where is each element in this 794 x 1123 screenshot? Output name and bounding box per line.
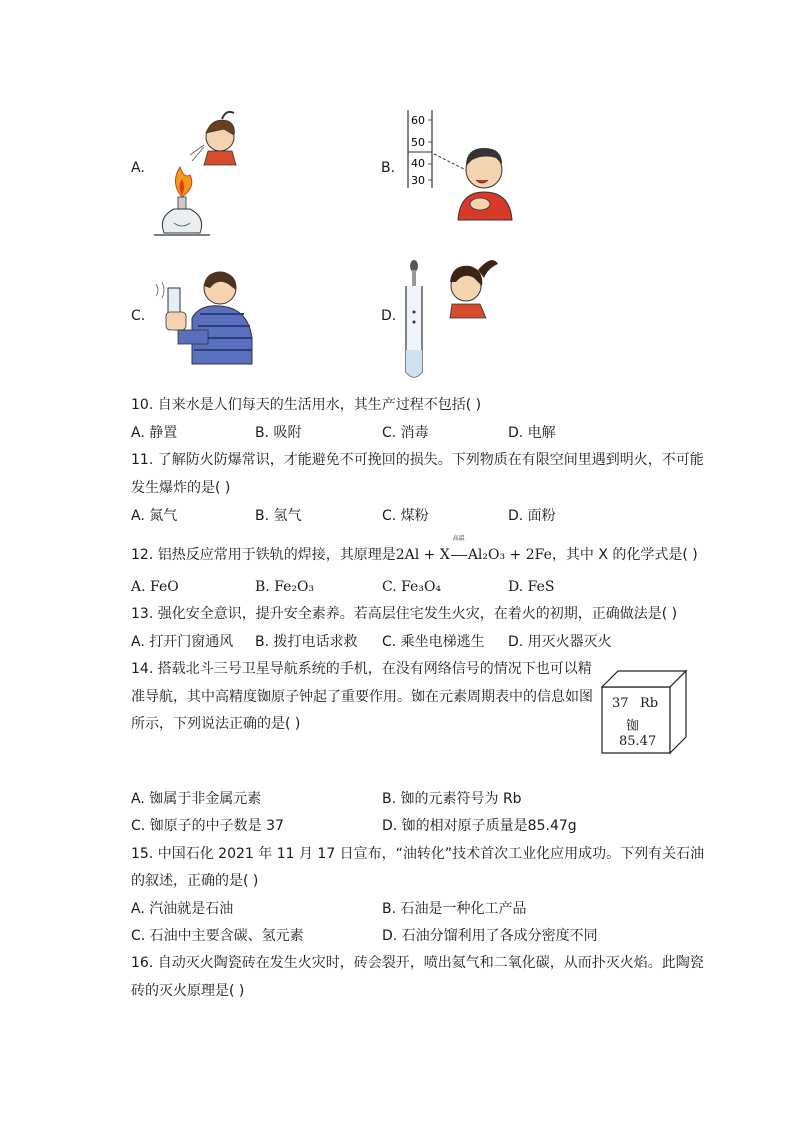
cylinder-tick-60: 60 [411, 114, 425, 127]
q11-option-c[interactable]: C. 煤粉 [382, 508, 429, 524]
q10-stem: 10. 自来水是人们每天的生活用水，其生产过程不包括( ) [131, 397, 482, 413]
q15-option-d[interactable]: D. 石油分馏利用了各成分密度不同 [382, 928, 598, 944]
q12-option-c[interactable]: C. Fe₃O₄ [382, 579, 442, 595]
q12-equation-left: 2Al + X [395, 547, 450, 563]
q13-option-a[interactable]: A. 打开门窗通风 [131, 634, 234, 650]
q10-option-d[interactable]: D. 电解 [508, 425, 556, 441]
q14-stem-line1: 14. 搭载北斗三号卫星导航系统的手机，在没有网络信号的情况下也可以精 [131, 661, 592, 677]
q15-option-b[interactable]: B. 石油是一种化工产品 [382, 901, 527, 917]
q12-option-a[interactable]: A. FeO [131, 579, 179, 595]
q14-option-b[interactable]: B. 铷的元素符号为 Rb [382, 791, 522, 807]
q16-stem-line1: 16. 自动灭火陶瓷砖在发生火灾时，砖会裂开，喷出氦气和二氧化碳，从而扑灭火焰。此陶瓷 [131, 955, 704, 971]
q13-option-d[interactable]: D. 用灭火器灭火 [508, 634, 612, 650]
q11-stem-line1: 11. 了解防火防爆常识，才能避免不可挽回的损失。下列物质在有限空间里遇到明火，不可能 [131, 452, 704, 468]
q15-stem-line2: 的叙述，正确的是( ) [131, 873, 259, 889]
dropper-test-tube-figure [400, 250, 510, 385]
q13-option-c[interactable]: C. 乘坐电梯逃生 [382, 634, 485, 650]
q10-option-a[interactable]: A. 静置 [131, 425, 178, 441]
element-symbol: Rb [640, 696, 659, 711]
q14-option-d[interactable]: D. 铷的相对原子质量是85.47g [382, 818, 577, 834]
q14-stem-line2: 准导航，其中高精度铷原子钟起了重要作用。铷在元素周期表中的信息如图 [131, 689, 593, 705]
shake-test-tube-figure [148, 268, 258, 368]
cylinder-tick-40: 40 [411, 157, 425, 170]
q12-equation-right: Al₂O₃ + 2Fe [467, 547, 552, 563]
graduated-cylinder-reading-figure [400, 108, 520, 224]
q11-option-d[interactable]: D. 面粉 [508, 508, 556, 524]
q15-stem-line1: 15. 中国石化 2021 年 11 月 17 日宣布，“油转化”技术首次工业化应用成功。下列有关石油 [131, 846, 705, 862]
q11-option-b[interactable]: B. 氢气 [255, 508, 302, 524]
q15-option-c[interactable]: C. 石油中主要含碳、氢元素 [131, 928, 304, 944]
q12-option-b[interactable]: B. Fe₂O₃ [255, 579, 315, 595]
q16-stem-line2: 砖的灭火原理是( ) [131, 983, 245, 999]
q13-stem: 13. 强化安全意识，提升安全素养。若高层住宅发生火灾，在着火的初期，正确做法是( ) [131, 606, 678, 622]
q10-option-b[interactable]: B. 吸附 [255, 425, 302, 441]
q12-reaction-arrow [450, 535, 468, 565]
element-atomic-mass: 85.47 [619, 734, 657, 749]
q15-option-a[interactable]: A. 汽油就是石油 [131, 901, 234, 917]
q14-option-c[interactable]: C. 铷原子的中子数是 37 [131, 818, 284, 834]
q14-option-a[interactable]: A. 铷属于非金属元素 [131, 791, 262, 807]
cylinder-tick-50: 50 [411, 136, 425, 149]
q11-stem-line2: 发生爆炸的是( ) [131, 480, 231, 496]
q12-stem-pre: 12. 铝热反应常用于铁轨的焊接，其原理是 [131, 547, 396, 563]
q11-option-a[interactable]: A. 氮气 [131, 508, 178, 524]
option-a-label: A. [131, 160, 145, 176]
q12-condition: 高温 [452, 535, 465, 542]
element-name: 铷 [626, 719, 640, 734]
option-b-label: B. [381, 160, 396, 176]
cylinder-tick-30: 30 [411, 174, 425, 187]
q12-option-d[interactable]: D. FeS [508, 579, 555, 595]
q10-option-c[interactable]: C. 消毒 [382, 425, 429, 441]
q12-stem [131, 535, 698, 565]
q13-option-b[interactable]: B. 拨打电话求救 [255, 634, 358, 650]
element-atomic-number: 37 [612, 696, 629, 711]
q14-stem-line3: 所示，下列说法正确的是( ) [131, 716, 301, 732]
q12-stem-post: ，其中 X 的化学式是( ) [551, 547, 698, 563]
option-c-label: C. [131, 308, 146, 324]
option-d-label: D. [381, 308, 397, 324]
alcohol-lamp-smell-figure [150, 105, 250, 240]
